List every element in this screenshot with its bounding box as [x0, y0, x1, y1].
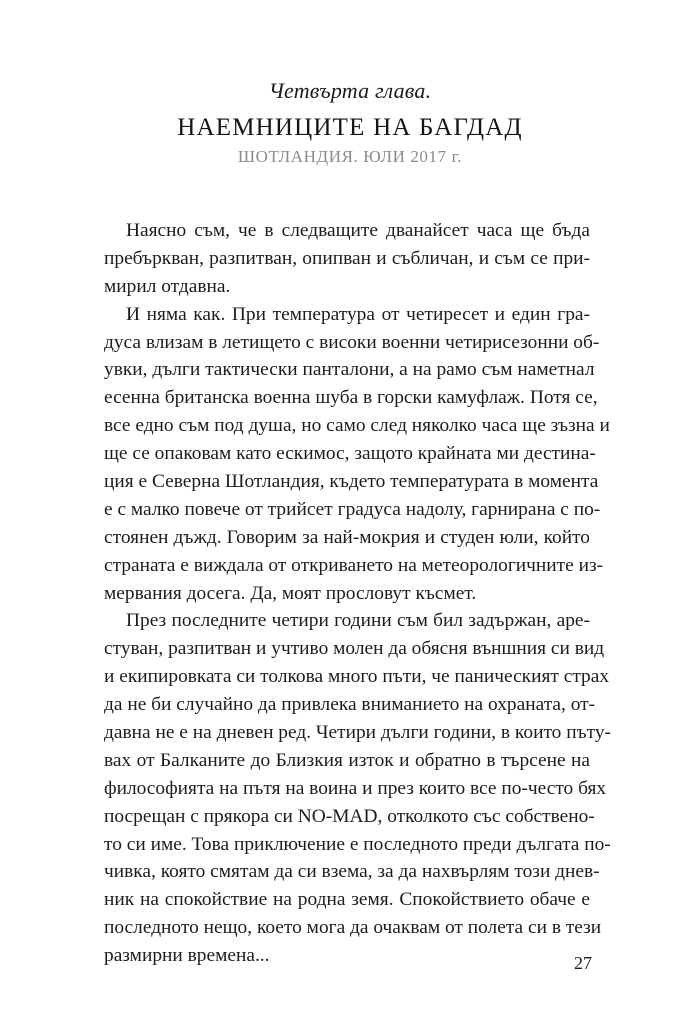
text-line: последното нещо, което мога да очаквам от полета си в тези [104, 917, 602, 939]
text-line: мервания досега. Да, моят прословут късмет. [104, 582, 477, 604]
chapter-subtitle: ШОТЛАНДИЯ. ЮЛИ 2017 г. [237, 147, 463, 166]
text-line: дуса влизам в летището с високи военни четирисезонни об- [104, 331, 600, 353]
body-text [104, 217, 611, 970]
text-line: философията на пътя на воина и през които все по-често бях [104, 777, 607, 799]
text-line: чивка, която смятам да си взема, за да нахвърлям този днев- [104, 861, 600, 883]
text-line: вах от Балканите до Близкия изток и обратно в търсене на [104, 749, 590, 771]
text-line: ция е Северна Шотландия, където температурата в момента [104, 471, 599, 493]
text-line: размирни времена... [104, 945, 270, 967]
text-line: посрещан с прякора си NO-MAD, отколкото със собствено- [104, 805, 595, 827]
text-line: е с малко повече от трийсет градуса надолу, гарнирана с по- [104, 498, 601, 520]
text-line: През последните четири години съм бил задържан, аре- [126, 610, 590, 632]
paragraph-3 [104, 607, 611, 970]
text-line: Наясно съм, че в следващите дванайсет часа ще бъда [126, 220, 590, 241]
text-line: ник на спокойствие на родна земя. Спокойствието обаче е [104, 889, 590, 911]
text-line: ще се опаковам като ескимос, защото крайната ми дестина- [104, 443, 596, 465]
chapter-label: Четвърта глава. [268, 78, 432, 103]
text-line: мирил отдавна. [104, 275, 231, 297]
text-line: да не би случайно да привлека вниманието на охраната, от- [104, 694, 596, 716]
text-line: страната е виждала от откриването на метеорологичните из- [104, 554, 604, 576]
text-line: стоянен дъжд. Говорим за най-мокрия и студен юли, който [104, 526, 590, 548]
paragraph-1 [104, 217, 590, 301]
paragraph-2 [104, 301, 610, 608]
text-line: и екипировката си толкова много пъти, че паническият страх [104, 666, 610, 688]
text-line: есенна британска военна шуба в горски камуфлаж. Потя се, [104, 387, 598, 409]
text-line: то си име. Това приключение е последното преди дългата по- [104, 833, 611, 855]
text-line: стуван, разпитван и учтиво молен да обясня външния си вид [104, 638, 605, 660]
text-line: все едно съм под душа, но само след няколко часа ще зъзна и [104, 415, 610, 437]
chapter-title: НАЕМНИЦИТЕ НА БАГДАД [177, 114, 523, 141]
text-line: увки, дълги тактически панталони, а на рамо съм наметнал [104, 359, 595, 381]
text-line: пребъркван, разпитван, опипван и събличан, и съм се при- [104, 247, 590, 269]
text-line: давна не е на дневен ред. Четири дълги години, в които пъту- [104, 722, 611, 744]
text-line: И няма как. При температура от четиресет и един гра- [126, 303, 590, 325]
page-number: 27 [574, 953, 592, 973]
